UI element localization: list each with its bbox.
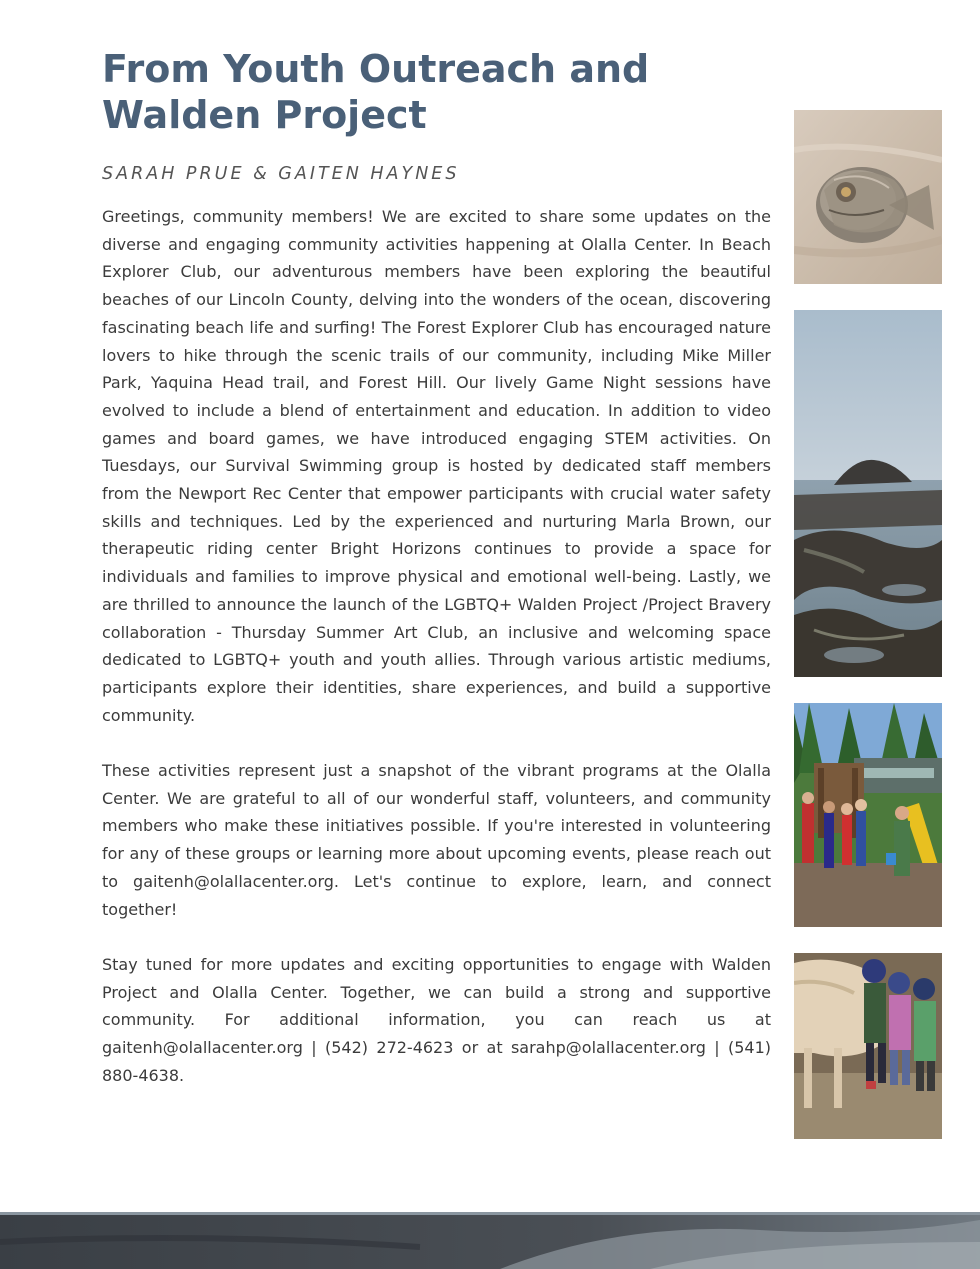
body-paragraph-1: Greetings, community members! We are excited to share some updates on the diverse and engaging community activities happening at Olalla Center. In Beach Explorer Club, our adventurous members have been exploring the beautiful beaches of our Lincoln County, delving into the wonders of the ocean, discovering fascinating beach life and surfing! The Forest Explorer Club has encouraged nature lovers to hike through the scenic trails of our community, including Mike Miller Park, Yaquina Head trail, and Forest Hill. Our lively Game Night sessions have evolved to include a blend of entertainment and education. In addition to video games and board games, we have introduced engaging STEM activities. On Tuesdays, our Survival Swimming group is hosted by dedicated staff members from the Newport Rec Center that empower participants with crucial water safety skills and techniques. Led by the experienced and nurturing Marla Brown, our therapeutic riding center Bright Horizons continues to provide a space for individuals and families to improve physical and emotional well-being. Lastly, we are thrilled to announce the launch of the LGBTQ+ Walden Project /Project Bravery collaboration - Thursday Summer Art Club, an inclusive and welcoming space dedicated to LGBTQ+ youth and youth allies. Through various artistic mediums, participants explore their identities, share experiences, and build a supportive community.	[102, 207, 771, 725]
body-paragraph-2: These activities represent just a snapshot of the vibrant programs at the Olalla Center. We are grateful to all of our wonderful staff, volunteers, and community members who make these initiatives possible. If you're interested in volunteering for any of these groups or learning more about upcoming events, please reach out to gaitenh@olallacenter.org. Let's continue to explore, learn, and connect together!	[102, 761, 771, 919]
photo-kids-with-pony	[794, 953, 942, 1139]
footer-beach-band	[0, 1212, 980, 1269]
article-title: From Youth Outreach and Walden Project	[102, 47, 650, 137]
photo-kids-at-playground	[794, 703, 942, 927]
photo-dried-fish-on-sand	[794, 110, 942, 284]
article-authors: SARAH PRUE & GAITEN HAYNES	[102, 164, 460, 184]
article-body	[102, 203, 771, 1117]
photo-rocky-tidepools	[794, 310, 942, 677]
body-paragraph-3: Stay tuned for more updates and exciting opportunities to engage with Walden Project and Olalla Center. Together, we can build a strong and supportive community. For additional information, you can reach us at gaitenh@olallacenter.org | (542) 272-4623 or at sarahp@olallacenter.org | (541) 880-4638.	[102, 954, 771, 1085]
